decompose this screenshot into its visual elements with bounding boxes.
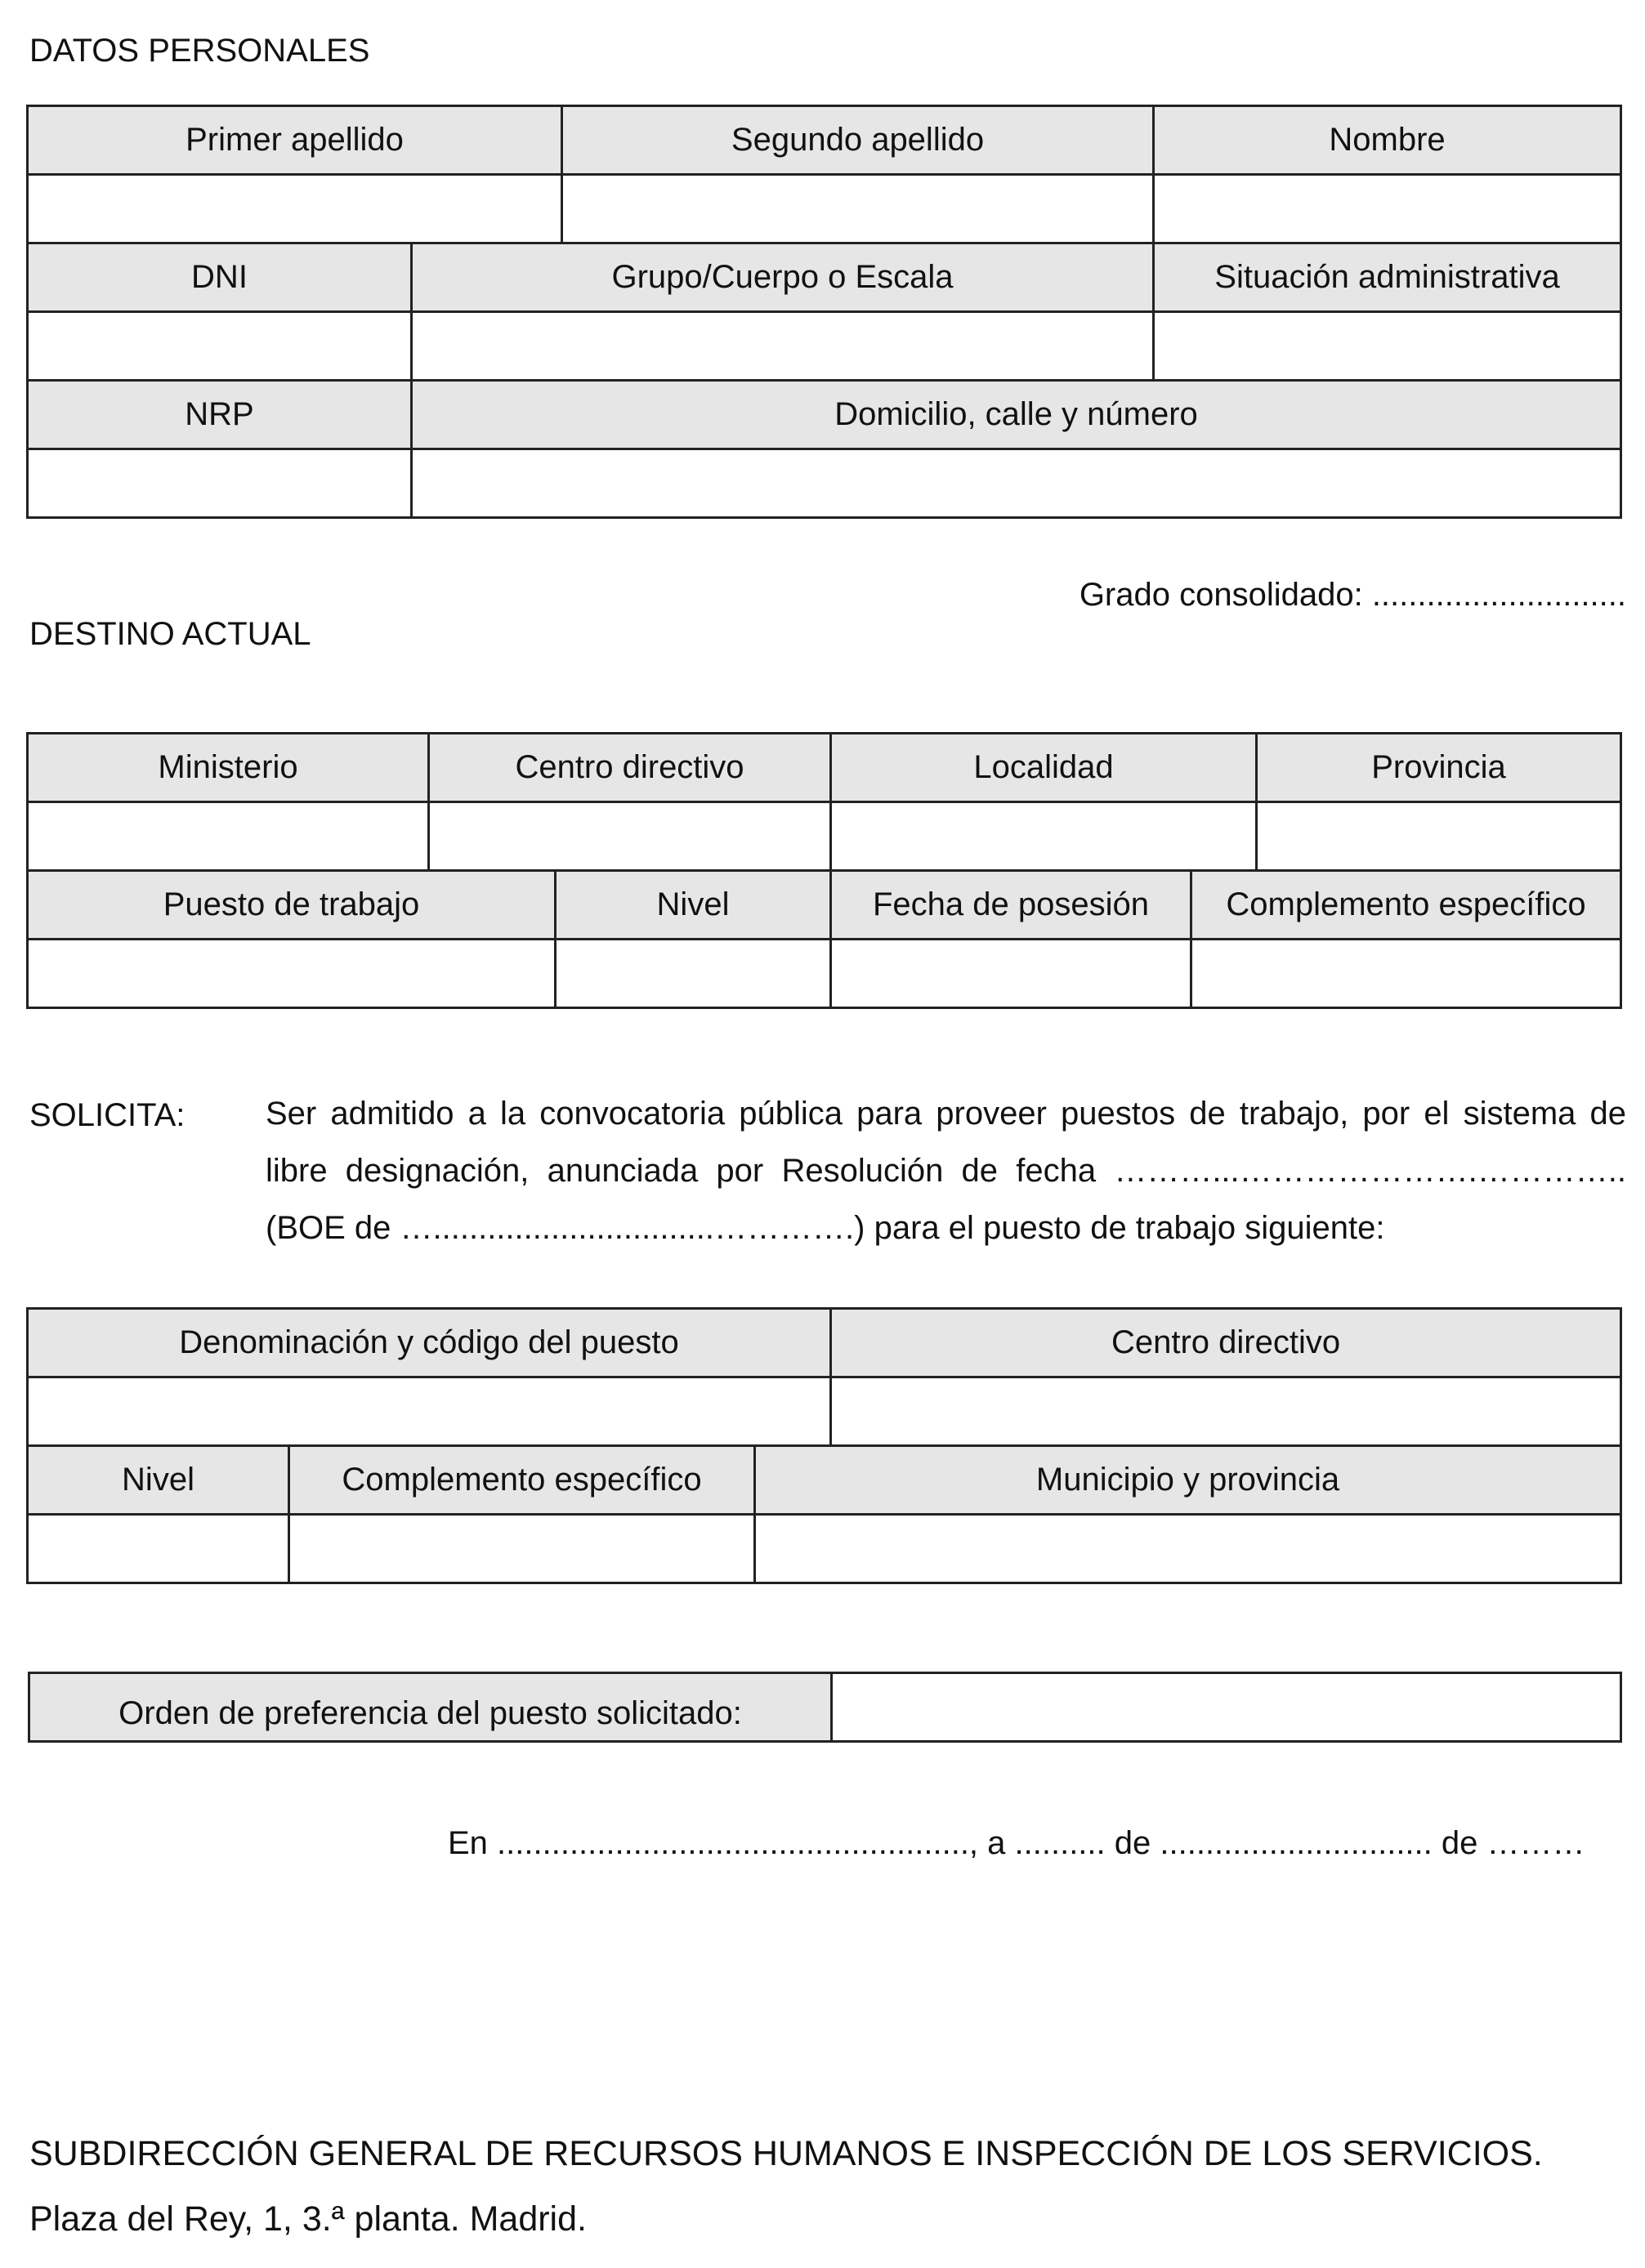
- place-date-line: En ...................................................., a .......... de .............................. de ………: [448, 1825, 1585, 1861]
- field-nombre[interactable]: [1154, 175, 1621, 243]
- field-localidad[interactable]: [831, 802, 1257, 871]
- grado-consolidado: Grado consolidado: ............................: [1079, 577, 1626, 613]
- field-complemento[interactable]: [1191, 940, 1621, 1008]
- solicita-label: SOLICITA:: [29, 1097, 186, 1133]
- field-ministerio[interactable]: [28, 802, 429, 871]
- field-provincia[interactable]: [1257, 802, 1621, 871]
- header-localidad: Localidad: [831, 734, 1257, 802]
- header-dni: DNI: [28, 243, 412, 312]
- field-nrp[interactable]: [28, 449, 412, 518]
- header-fecha-posesion: Fecha de posesión: [831, 871, 1191, 940]
- personal-data-table: [26, 105, 1622, 519]
- field-fecha-posesion[interactable]: [831, 940, 1191, 1008]
- solicita-paragraph: [266, 1085, 1626, 1257]
- header-denominacion: Denominación y código del puesto: [28, 1309, 831, 1377]
- field-domicilio[interactable]: [412, 449, 1621, 518]
- section-title-personal: DATOS PERSONALES: [29, 33, 370, 69]
- field-primer-apellido[interactable]: [28, 175, 562, 243]
- header-grupo: Grupo/Cuerpo o Escala: [412, 243, 1154, 312]
- header-nivel: Nivel: [556, 871, 831, 940]
- header-primer-apellido: Primer apellido: [28, 106, 562, 175]
- footer-address-title: SUBDIRECCIÓN GENERAL DE RECURSOS HUMANOS E INSPECCIÓN DE LOS SERVICIOS.: [29, 2134, 1543, 2173]
- header-municipio: Municipio y provincia: [755, 1446, 1621, 1515]
- field-segundo-apellido[interactable]: [562, 175, 1154, 243]
- field-complemento-solicitado[interactable]: [289, 1515, 755, 1583]
- field-puesto[interactable]: [28, 940, 556, 1008]
- footer-address-street: Plaza del Rey, 1, 3.ª planta. Madrid.: [29, 2199, 587, 2239]
- header-domicilio: Domicilio, calle y número: [412, 381, 1621, 449]
- header-provincia: Provincia: [1257, 734, 1621, 802]
- preference-table: [28, 1672, 1622, 1743]
- header-nrp: NRP: [28, 381, 412, 449]
- current-post-table: [26, 732, 1622, 1009]
- header-centro-directivo: Centro directivo: [429, 734, 831, 802]
- field-nivel-solicitado[interactable]: [28, 1515, 289, 1583]
- field-dni[interactable]: [28, 312, 412, 381]
- field-municipio[interactable]: [755, 1515, 1621, 1583]
- field-situacion[interactable]: [1154, 312, 1621, 381]
- header-complemento: Complemento específico: [1191, 871, 1621, 940]
- header-nivel-solicitado: Nivel: [28, 1446, 289, 1515]
- field-nivel[interactable]: [556, 940, 831, 1008]
- header-segundo-apellido: Segundo apellido: [562, 106, 1154, 175]
- requested-post-table: [26, 1307, 1622, 1584]
- field-centro-directivo[interactable]: [429, 802, 831, 871]
- solicita-line-3: (BOE de …...............................………….) para el puesto de trabajo siguiente:: [266, 1210, 1385, 1246]
- header-complemento-solicitado: Complemento específico: [289, 1446, 755, 1515]
- field-orden-preferencia[interactable]: [832, 1673, 1621, 1742]
- header-ministerio: Ministerio: [28, 734, 429, 802]
- solicita-line-1: Ser admitido a la convocatoria pública para proveer puestos de trabajo, por el sistema de: [266, 1096, 1626, 1132]
- header-puesto: Puesto de trabajo: [28, 871, 556, 940]
- header-situacion: Situación administrativa: [1154, 243, 1621, 312]
- header-centro-directivo-solicitado: Centro directivo: [831, 1309, 1621, 1377]
- header-nombre: Nombre: [1154, 106, 1621, 175]
- field-centro-directivo-solicitado[interactable]: [831, 1377, 1621, 1446]
- solicita-line-2: libre designación, anunciada por Resolución de fecha ………...………………….…………..: [266, 1153, 1626, 1189]
- field-denominacion[interactable]: [28, 1377, 831, 1446]
- field-grupo[interactable]: [412, 312, 1154, 381]
- section-title-current: DESTINO ACTUAL: [29, 616, 311, 652]
- header-orden-preferencia: Orden de preferencia del puesto solicitado:: [29, 1673, 832, 1742]
